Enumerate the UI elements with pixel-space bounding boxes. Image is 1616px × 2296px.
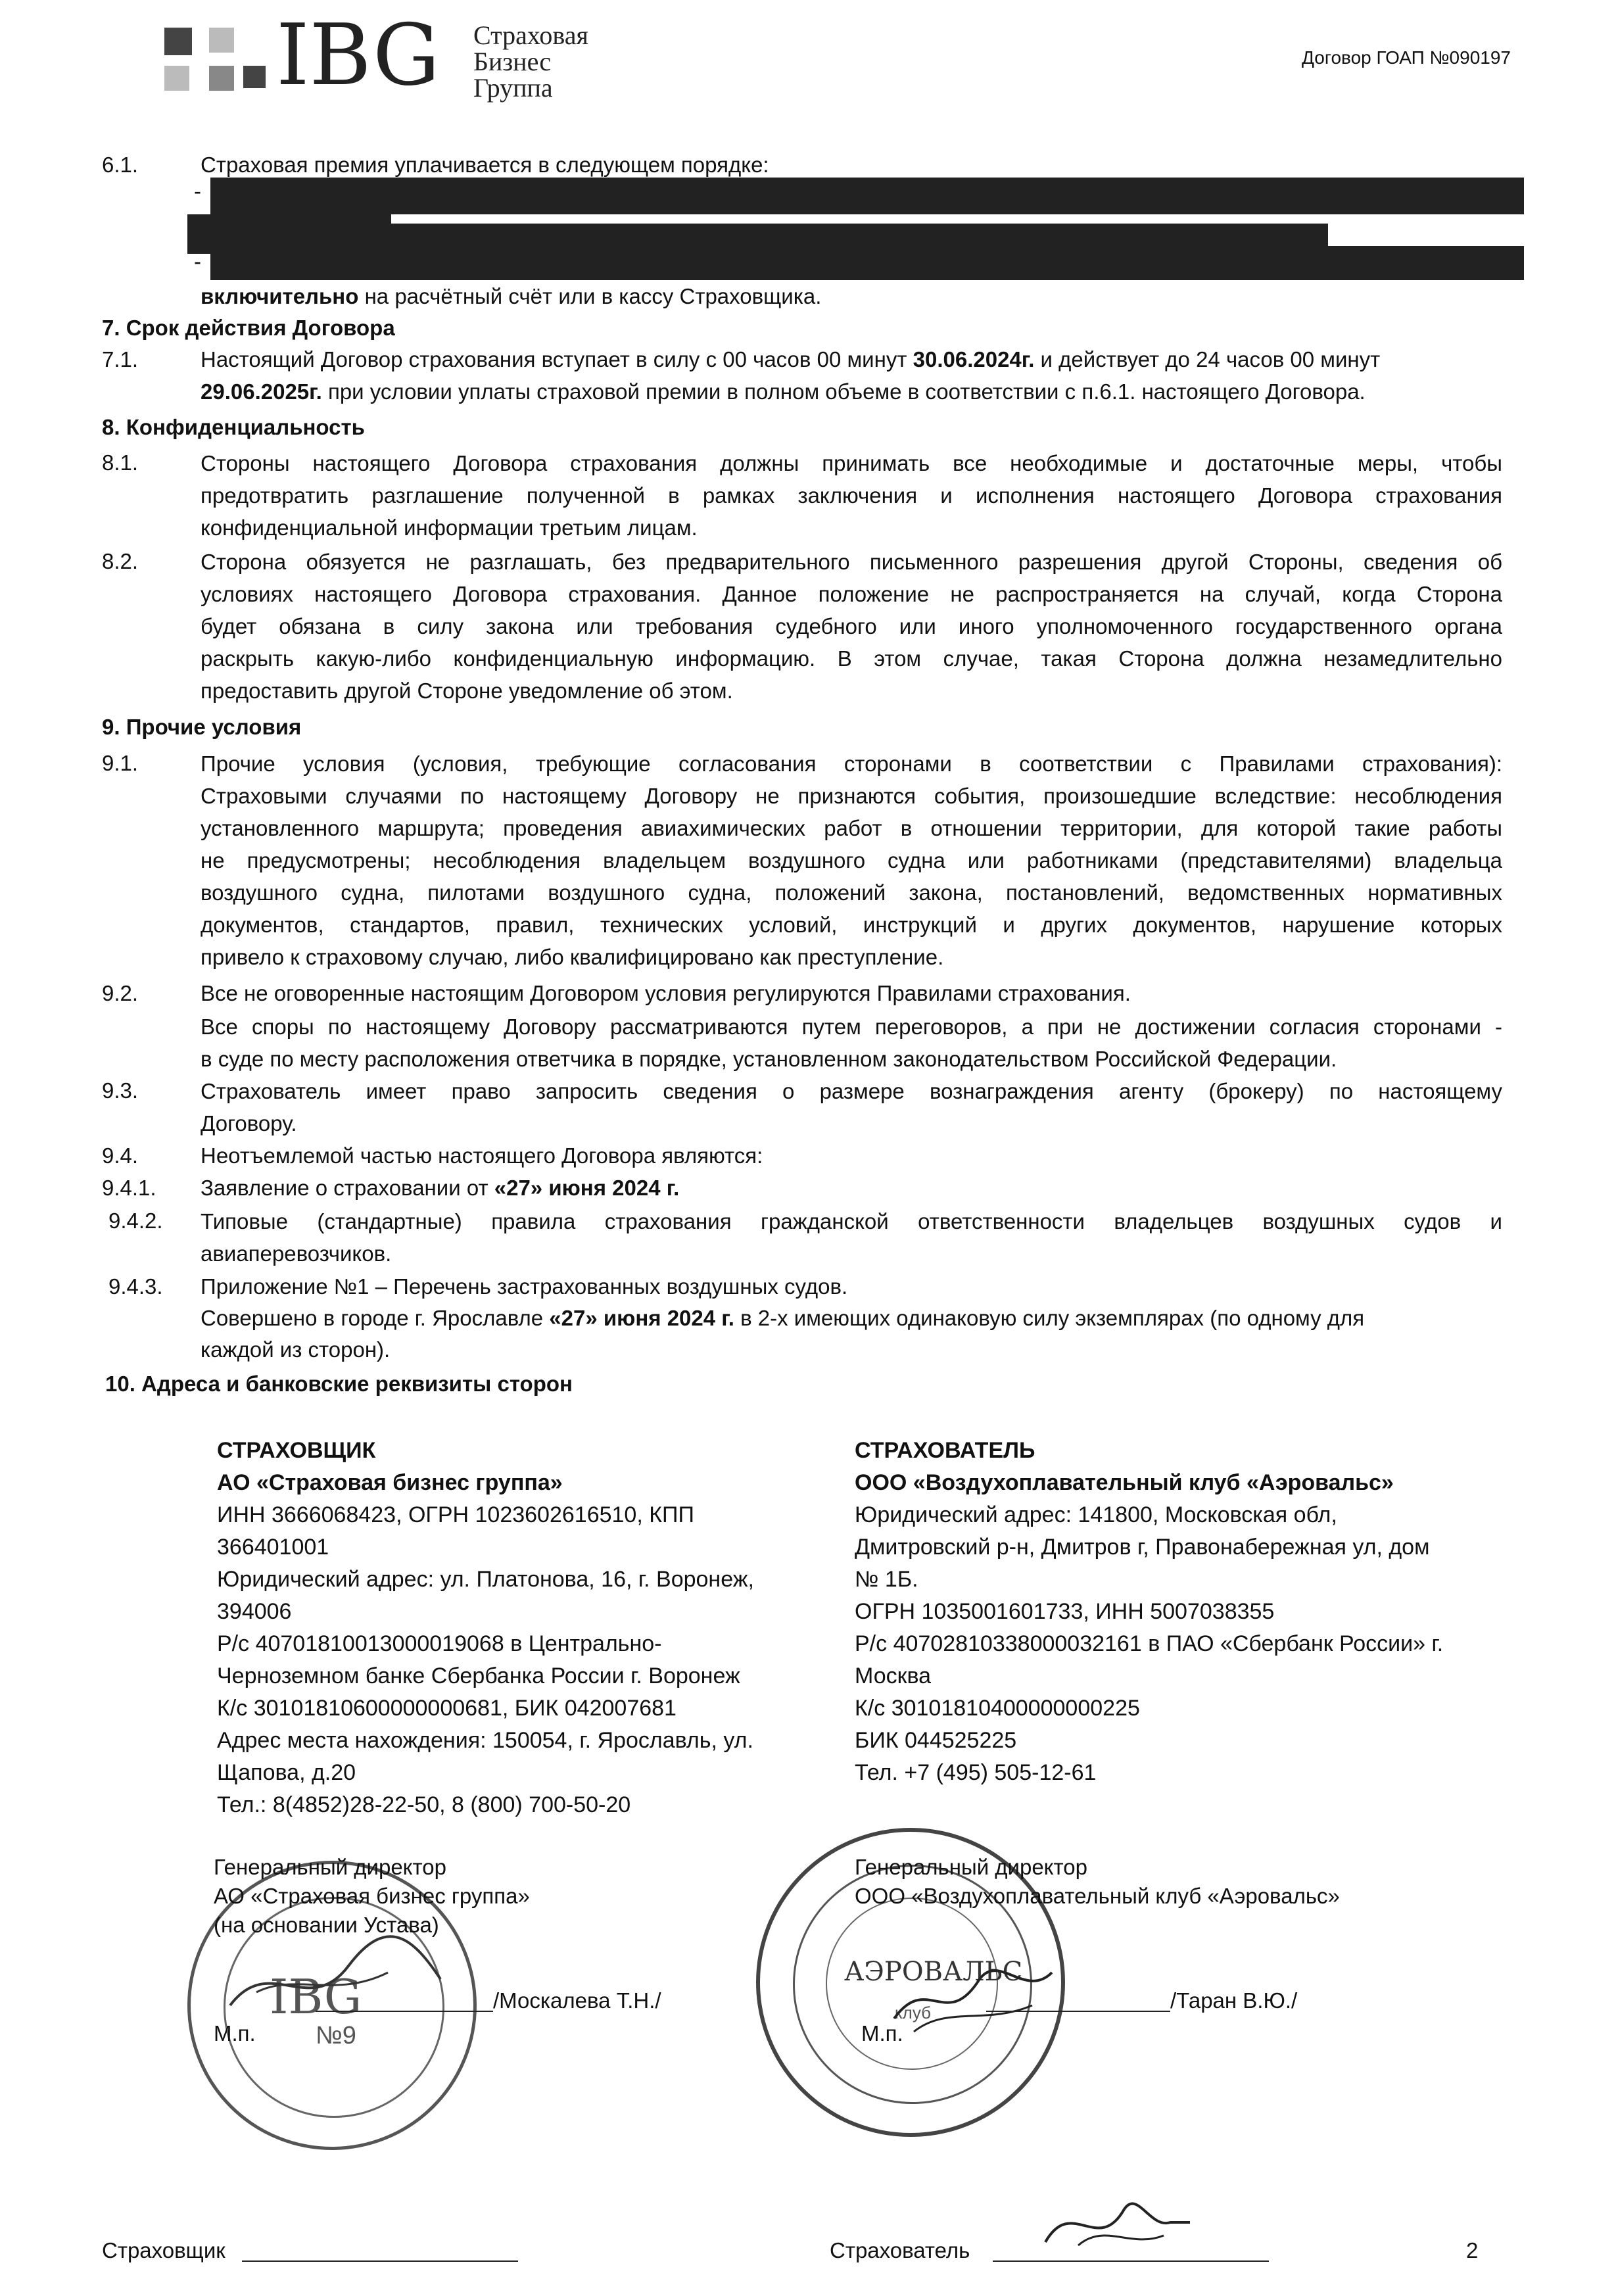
- redaction-block: [210, 178, 1524, 214]
- clause-8-2: [201, 546, 1502, 707]
- clause-7-1-line: [201, 377, 1366, 407]
- bullet-dash: -: [194, 179, 201, 203]
- text: Совершено в городе г. Ярославле: [201, 1306, 550, 1330]
- section-title: 8. Конфиденциальность: [102, 415, 365, 439]
- section-title: 9. Прочие условия: [102, 715, 302, 739]
- footer-insured-label: Страхователь: [830, 2238, 970, 2262]
- clause-number: 9.4.: [102, 1143, 139, 1168]
- paragraph-line: не предусмотрены; несоблюдения владельцем воздушного судна или работниками (представителями) владельца: [201, 848, 1502, 873]
- paragraph-line: конфиденциальной информации третьим лицам.: [201, 515, 698, 540]
- party-detail: № 1Б.: [855, 1567, 918, 1592]
- signature-basis: (на основании Устава): [214, 1913, 439, 1937]
- logo-tagline: [473, 22, 588, 101]
- party-detail: ИНН 3666068423, ОГРН 1023602616510, КПП: [217, 1502, 694, 1527]
- footer-insurer-label: Страховщик: [102, 2238, 226, 2262]
- clause-number: 9.2.: [102, 981, 139, 1005]
- date-end: 29.06.2025г.: [201, 379, 322, 404]
- party-detail: Черноземном банке Сбербанка России г. Воронеж: [217, 1663, 740, 1688]
- insured-signature-block: [855, 1853, 1340, 1911]
- paragraph-line: Страховыми случаями по настоящему Договору не признаются события, произошедшие вследствие: несоблюдения: [201, 784, 1502, 808]
- section-title: 7. Срок действия Договора: [102, 316, 395, 340]
- clause-number: 7.1.: [102, 347, 139, 371]
- clause-9-2-text: Все не оговоренные настоящим Договором условия регулируются Правилами страхования.: [201, 981, 1131, 1005]
- clause-9-4-text: Неотъемлемой частью настоящего Договора являются:: [201, 1143, 763, 1168]
- logo-square: [164, 28, 192, 55]
- redaction-block: [210, 246, 1524, 280]
- party-detail: Москва: [855, 1663, 932, 1688]
- signature-company: АО «Страховая бизнес группа»: [214, 1884, 530, 1908]
- contract-number: Договор ГОАП №090197: [1302, 47, 1511, 68]
- clause-8-1: [201, 447, 1502, 544]
- paragraph-line: Страхователь имеет право запросить сведения о размере вознаграждения агенту (брокеру) по настоящему: [201, 1079, 1502, 1103]
- party-detail: БИК 044525225: [855, 1728, 1017, 1753]
- party-detail: Р/с 40701810013000019068 в Центрально-: [217, 1631, 662, 1656]
- footer-handwritten-signature: [1039, 2183, 1197, 2262]
- signature-title: Генеральный директор: [214, 1855, 446, 1879]
- date: «27» июня 2024 г.: [549, 1306, 734, 1330]
- insured-block: [855, 1435, 1443, 1789]
- stamp-number: №9: [316, 2022, 356, 2049]
- clause-number: 9.1.: [102, 751, 139, 775]
- paragraph-line: предоставить другой Стороне уведомление об этом.: [201, 679, 733, 703]
- paragraph-line: воздушного судна, пилотами воздушного судна, положений закона, постановлений, ведомственных нормативных: [201, 880, 1502, 905]
- clause-9-4-2: [201, 1205, 1502, 1270]
- party-name: ООО «Воздухоплавательный клуб «Аэровальс»: [855, 1470, 1394, 1495]
- paragraph-line: раскрыть какую-либо конфиденциальную информацию. В этом случае, такая Сторона должна незамедлительно: [201, 646, 1502, 671]
- party-name: АО «Страховая бизнес группа»: [217, 1470, 563, 1495]
- clause-number: 8.1.: [102, 450, 139, 475]
- paragraph-line: Прочие условия (условия, требующие согласования сторонами в соответствии с Правилами страхования):: [201, 752, 1502, 776]
- done-in-city-line-2: каждой из сторон).: [201, 1337, 391, 1362]
- paragraph-line: авиаперевозчиков.: [201, 1241, 392, 1266]
- clause-9-3: [201, 1075, 1502, 1139]
- logo-tagline-line: Страховая: [473, 20, 588, 50]
- logo-tagline-line: Бизнес: [473, 47, 552, 76]
- stamp-center-text: АЭРОВАЛЬС: [844, 1957, 1023, 1987]
- text: при условии уплаты страховой премии в полном объеме в соответствии с п.6.1. настоящего Договора.: [321, 379, 1366, 404]
- text: на расчётный счёт или в кассу Страховщика.: [358, 284, 822, 308]
- party-detail: Адрес места нахождения: 150054, г. Ярославль, ул.: [217, 1728, 753, 1753]
- clause-number: 9.4.3.: [108, 1274, 163, 1299]
- logo-tagline-line: Группа: [473, 73, 553, 103]
- clause-number: 9.4.1.: [102, 1176, 156, 1200]
- clause-7-1-line: [201, 345, 1380, 375]
- stamp-place-label: М.п.: [214, 2021, 256, 2045]
- party-detail: Щапова, д.20: [217, 1760, 356, 1785]
- party-detail: Юридический адрес: ул. Платонова, 16, г. Воронеж,: [217, 1567, 754, 1592]
- text: Заявление о страховании от: [201, 1176, 494, 1200]
- party-detail: К/с 30101810600000000681, БИК 042007681: [217, 1696, 677, 1721]
- clause-number: 8.2.: [102, 549, 139, 573]
- signature-title: Генеральный директор: [855, 1855, 1087, 1879]
- party-detail: ОГРН 1035001601733, ИНН 5007038355: [855, 1599, 1275, 1624]
- done-in-city-line: [201, 1303, 1502, 1333]
- clause-9-1: [201, 748, 1502, 973]
- stamp-place-label: М.п.: [861, 2021, 903, 2045]
- paragraph-line: Стороны настоящего Договора страхования должны принимать все необходимые и достаточные меры, чтобы: [201, 451, 1502, 475]
- clause-number: 9.4.2.: [108, 1208, 163, 1233]
- party-detail: 394006: [217, 1599, 292, 1624]
- footer-signature-line: [242, 2260, 518, 2262]
- clause-9-2-disputes: [201, 1011, 1502, 1075]
- paragraph-line: Сторона обязуется не разглашать, без предварительного письменного разрешения другой Стороны, сведения об: [201, 550, 1502, 574]
- party-detail: Тел. +7 (495) 505-12-61: [855, 1760, 1097, 1785]
- text: Настоящий Договор страхования вступает в силу с 00 часов 00 минут: [201, 347, 913, 371]
- party-detail: Юридический адрес: 141800, Московская обл,: [855, 1502, 1337, 1527]
- party-detail: 366401001: [217, 1535, 329, 1560]
- page-number: 2: [1466, 2238, 1479, 2262]
- party-detail: Дмитровский р-н, Дмитров г, Правонабережная ул, дом: [855, 1535, 1430, 1560]
- text-run: [201, 1303, 1364, 1333]
- date: «27» июня 2024 г.: [494, 1176, 680, 1200]
- party-detail: Р/с 40702810338000032161 в ПАО «Сбербанк России» г.: [855, 1631, 1444, 1656]
- clause-9-4-3-text: Приложение №1 – Перечень застрахованных воздушных судов.: [201, 1274, 848, 1299]
- party-role: СТРАХОВАТЕЛЬ: [855, 1438, 1035, 1463]
- clause-6-1-end: [201, 281, 821, 312]
- stamp-sub-text: клуб: [895, 2003, 932, 2022]
- clause-6-1-text: Страховая премия уплачивается в следующем порядке:: [201, 153, 769, 177]
- clause-number: 9.3.: [102, 1078, 139, 1103]
- date-start: 30.06.2024г.: [913, 347, 1035, 371]
- text: и действует до 24 часов 00 минут: [1034, 347, 1381, 371]
- party-role: СТРАХОВЩИК: [217, 1438, 376, 1463]
- paragraph-line: в суде по месту расположения ответчика в порядке, установленном законодательством Российской Федерации.: [201, 1047, 1337, 1071]
- bold-text: включительно: [201, 284, 359, 308]
- stamp-logo: IBG: [270, 1969, 362, 2024]
- paragraph-line: Типовые (стандартные) правила страхования гражданской ответственности владельцев воздушных судов и: [201, 1209, 1502, 1233]
- paragraph-line: будет обязана в силу закона или требования судебного или иного уполномоченного государственного органа: [201, 614, 1502, 638]
- paragraph-line: установленного маршрута; проведения авиахимических работ в отношении территории, для которой такие работы: [201, 816, 1502, 840]
- paragraph-line: привело к страховому случаю, либо квалифицировано как преступление.: [201, 945, 944, 969]
- logo-square: [164, 66, 189, 91]
- clause-9-4-1-text: [201, 1173, 679, 1203]
- signature-company: ООО «Воздухоплавательный клуб «Аэровальс»: [855, 1884, 1340, 1908]
- section-title: 10. Адреса и банковские реквизиты сторон: [105, 1372, 573, 1396]
- paragraph-line: условиях настоящего Договора страхования. Данное положение не распространяется на случай, когда Сторона: [201, 582, 1502, 606]
- party-detail: К/с 30101810400000000225: [855, 1696, 1140, 1721]
- insured-signer: /Таран В.Ю./: [1170, 1988, 1298, 2013]
- logo-letters: IBG: [276, 7, 440, 105]
- insurer-block: [217, 1435, 754, 1821]
- paragraph-line: Договору.: [201, 1111, 297, 1136]
- logo-square: [209, 66, 234, 91]
- paragraph-line: документов, стандартов, правил, технических условий, инструкций и других документов, нарушение которых: [201, 913, 1502, 937]
- logo-square: [209, 28, 234, 53]
- logo-square: [243, 66, 266, 88]
- insurer-signer: /Москалева Т.Н./: [493, 1988, 661, 2013]
- text: в 2-х имеющих одинаковую силу экземплярах (по одному для: [734, 1306, 1365, 1330]
- clause-number: 6.1.: [102, 153, 139, 177]
- bullet-dash: -: [194, 249, 201, 274]
- insured-handwritten-signature: [888, 1946, 1058, 2045]
- party-detail: Тел.: 8(4852)28-22-50, 8 (800) 700-50-20: [217, 1792, 631, 1817]
- paragraph-line: предотвратить разглашение полученной в рамках заключения и исполнения настоящего Договора страхования: [201, 483, 1502, 508]
- redaction-block: [391, 224, 1328, 246]
- insurer-handwritten-signature: [217, 1926, 454, 2032]
- paragraph-line: Все споры по настоящему Договору рассматриваются путем переговоров, а при не достижении согласия сторонами -: [201, 1015, 1502, 1039]
